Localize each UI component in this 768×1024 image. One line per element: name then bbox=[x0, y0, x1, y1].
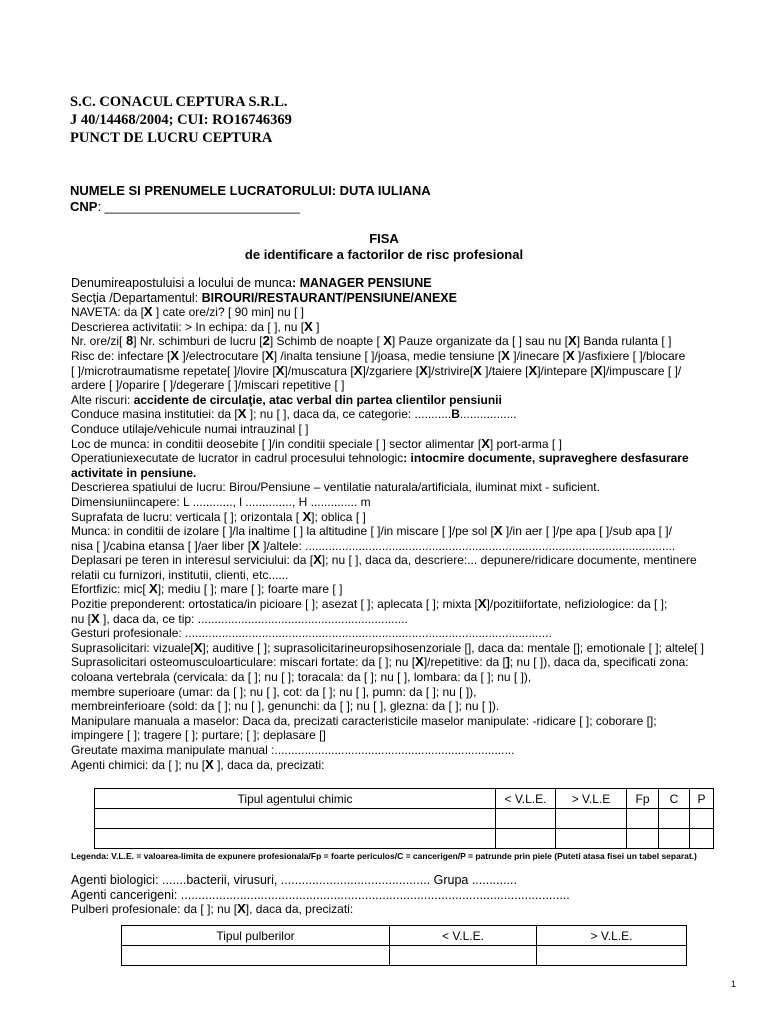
worker-cnp bbox=[70, 199, 431, 215]
text-segment: BIROURI/RESTAURANT/PENSIUNE/ANEXE bbox=[201, 290, 457, 305]
chemical-agents-table bbox=[94, 788, 714, 849]
text-segment: Nr. ore/zi[ bbox=[71, 334, 123, 349]
text-segment: ]/zgariere [ bbox=[362, 363, 420, 378]
text-segment: : MANAGER PENSIUNE bbox=[291, 276, 432, 290]
text-segment: X bbox=[91, 610, 100, 626]
form-title-line1: FISA bbox=[369, 231, 399, 246]
text-segment: X bbox=[265, 347, 274, 363]
table-cell[interactable] bbox=[95, 829, 496, 849]
table-cell[interactable] bbox=[659, 809, 690, 829]
space-line: Descrierea spatiului de lucru: Birou/Pensiune – ventilatie naturala/artificiala, iluminat mixt - suficient. bbox=[71, 480, 600, 495]
other-risks-line bbox=[71, 393, 735, 408]
gestures-line: Gesturi profesionale: .............................................................................................................. bbox=[71, 626, 552, 641]
overload-line bbox=[71, 641, 735, 656]
text-segment: Munca: in conditii de izolare [ ]/la inaltime [ ] la altitudine [ ]/in miscare [ ]/pe sol [ bbox=[71, 524, 494, 539]
text-segment: ] /inalta tensiune [ ]/joasa, medie tensiune [ bbox=[273, 348, 502, 363]
table-row bbox=[122, 946, 687, 966]
biological-agents-line: Agenti biologici: .......bacterii, virusuri, ........................................... Grupa ............. bbox=[71, 873, 517, 887]
table-cell[interactable] bbox=[496, 809, 556, 829]
text-segment: Denumireapostuluisi a locului de munca bbox=[71, 276, 292, 290]
text-segment: Agenti chimici: da [ ]; nu [ bbox=[71, 757, 206, 772]
table-header-cell: < V.L.E. bbox=[390, 926, 537, 946]
company-registration: J 40/14468/2004; CUI: RO16746369 bbox=[70, 112, 292, 128]
text-segment: Pozitie preponderent: ortostatica/in picioare [ ]; asezat [ ]; aplecata [ ]; mixta [ bbox=[71, 597, 478, 612]
work-conditions-line-1 bbox=[71, 524, 735, 539]
text-segment: X bbox=[237, 901, 246, 917]
text-segment: Loc de munca: in conditii deosebite [ ]/in conditii speciale [ ] sector alimentar [ bbox=[71, 436, 482, 451]
table-cell[interactable] bbox=[627, 829, 659, 849]
table-header-cell: < V.L.E. bbox=[496, 789, 556, 809]
text-segment: ]; nu [ ], daca da, ce categorie: ........... bbox=[246, 407, 452, 422]
form-title-line2: de identificare a factorilor de risc profesional bbox=[244, 247, 524, 262]
table-cell[interactable] bbox=[122, 946, 390, 966]
text-segment: X bbox=[302, 508, 312, 524]
text-segment: X bbox=[275, 362, 285, 378]
text-segment: X bbox=[149, 581, 158, 597]
text-segment: nu [ bbox=[71, 611, 92, 626]
text-segment: ] cate ore/zi? [ 90 min] nu [ ] bbox=[152, 305, 304, 320]
text-segment: X bbox=[473, 362, 482, 378]
table-header-cell: Tipul agentului chimic bbox=[95, 789, 496, 809]
text-segment: ] bbox=[312, 319, 320, 334]
text-segment: X bbox=[415, 654, 424, 670]
car-line bbox=[71, 407, 735, 422]
text-segment: Secţia /Departamentul: bbox=[71, 290, 202, 305]
table-row bbox=[95, 829, 714, 849]
osteo-line-2: coloana vertebrala (cervicala: da [ ]; nu [ ]; toracala: da [ ]; nu [ ], lombara: da [ ]; nu [ ]), bbox=[71, 670, 532, 685]
table-header-cell: Fp bbox=[627, 789, 659, 809]
hours-line bbox=[71, 334, 735, 349]
text-segment: ]; oblica [ ] bbox=[311, 509, 366, 524]
text-segment: X bbox=[565, 347, 575, 363]
carcinogenic-agents-line: Agenti cancerigeni: ................................................................................................................ bbox=[71, 887, 570, 902]
worker-info bbox=[70, 183, 431, 215]
chemical-agents-line bbox=[71, 758, 735, 773]
text-segment: ]/altele: ............................................................................................................... bbox=[259, 538, 676, 553]
table-header-cell: C bbox=[659, 789, 690, 809]
dust-line bbox=[71, 902, 570, 917]
table-cell[interactable] bbox=[556, 809, 627, 829]
text-segment: X bbox=[170, 347, 180, 363]
effort-line bbox=[71, 582, 735, 597]
text-segment: ] bbox=[505, 655, 510, 670]
text-segment: Deplasari pe teren in interesul serviciului: da [ bbox=[71, 553, 314, 568]
text-segment: Operatiuniexecutate de lucrator in cadrul procesului tehnologic bbox=[71, 451, 404, 466]
max-weight-line: Greutate maxima manipulate manual :........................................................................ bbox=[71, 743, 515, 757]
text-segment: ]; mediu [ ]; mare [ ]; foarte mare [ ] bbox=[157, 582, 343, 597]
form-body bbox=[71, 276, 735, 772]
machinery-line: Conduce utilaje/vehicule numai intrauzinal [ ] bbox=[71, 421, 309, 436]
text-segment: X bbox=[237, 406, 247, 422]
text-segment: ................. bbox=[459, 407, 517, 422]
text-segment: Descrierea activitatii: > In echipa: da [ ], nu [ bbox=[71, 319, 305, 334]
text-segment: 2 bbox=[262, 333, 270, 349]
text-segment: Suprafata de lucru: verticala [ ]; orizontala [ bbox=[71, 509, 303, 524]
text-segment: X bbox=[481, 435, 490, 451]
workplace-line bbox=[71, 437, 735, 452]
text-segment: X bbox=[383, 333, 392, 349]
text-segment: ], daca da, ce tip: ............................................................... bbox=[99, 611, 408, 626]
text-segment: ]/inecare [ bbox=[509, 348, 566, 363]
text-segment: X bbox=[143, 304, 153, 320]
text-segment: ]/in aer [ ]/pe apa [ ]/sub apa [ ]/ bbox=[502, 524, 672, 539]
worker-name: NUMELE SI PRENUMELE LUCRATORULUI: DUTA IULIANA bbox=[70, 183, 431, 198]
osteo-line-3: membre superioare (umar: da [ ]; nu [ ], cot: da [ ]; nu [ ], pumn: da [ ]; nu [ ]), bbox=[71, 684, 477, 699]
table-cell[interactable] bbox=[690, 829, 714, 849]
dimensions-line: Dimensiuniincapere: L ............, l .............., H .............. m bbox=[71, 494, 371, 509]
table-cell[interactable] bbox=[556, 829, 627, 849]
table-header-row bbox=[95, 789, 714, 809]
table-header-cell: > V.L.E. bbox=[537, 926, 687, 946]
text-segment: X bbox=[304, 318, 313, 334]
company-header bbox=[70, 93, 292, 147]
risk-line-2 bbox=[71, 364, 735, 379]
naveta-line bbox=[71, 305, 735, 320]
text-segment: X bbox=[493, 523, 503, 539]
text-segment: Alte riscuri: bbox=[71, 392, 134, 407]
job-title-line bbox=[71, 276, 735, 291]
text-segment: ]/asfixiere [ ]/blocare bbox=[574, 348, 686, 363]
text-segment: accidente de circulaţie, atac verbal din partea clientilor pensiunii bbox=[133, 392, 502, 407]
text-segment: ] Banda rulanta [ ] bbox=[576, 334, 672, 349]
dust-table bbox=[121, 925, 687, 966]
form-title bbox=[0, 231, 768, 263]
position-line-1 bbox=[71, 597, 735, 612]
table-legend: Legenda: V.L.E. = valoarea-limita de expunere profesionala/Fp = foarte periculos/C = cancerigen/P = patrunde prin piele (Puteti atasa fisei un tabel separat.) bbox=[71, 851, 697, 861]
text-segment: 8 bbox=[122, 333, 134, 349]
text-segment: ]/electrocutare [ bbox=[179, 348, 266, 363]
text-segment: ]; nu [ ], daca da, descriere:... depunere/ridicare documente, mentinere bbox=[321, 553, 697, 568]
text-segment: B bbox=[451, 407, 460, 422]
activity-line bbox=[71, 320, 735, 335]
text-segment: ]/muscatura [ bbox=[284, 363, 354, 378]
text-segment: Suprasolicitari: vizuale[ bbox=[71, 640, 194, 655]
text-segment: ] Nr. schimburi de lucru [ bbox=[133, 334, 263, 349]
text-segment: ]/repetitive: da [ bbox=[423, 655, 506, 670]
osteo-line-1 bbox=[71, 655, 735, 670]
text-segment: ]/intepare [ bbox=[537, 363, 594, 378]
table-cell[interactable] bbox=[659, 829, 690, 849]
text-segment: X bbox=[419, 362, 428, 378]
position-line-2 bbox=[71, 612, 735, 627]
table-header-cell: > V.L.E bbox=[556, 789, 627, 809]
table-header-cell: P bbox=[690, 789, 714, 809]
table-header-row bbox=[122, 926, 687, 946]
manual-handling-line-1: Manipulare manuala a maselor: Daca da, precizati caracteristicile maselor manipulate: -ridicare [ ]; coborare []; bbox=[71, 713, 657, 728]
text-segment: X bbox=[353, 362, 363, 378]
text-segment: X bbox=[528, 362, 538, 378]
table-cell[interactable] bbox=[496, 829, 556, 849]
text-segment: X bbox=[501, 347, 510, 363]
table-row bbox=[95, 809, 714, 829]
text-segment: NAVETA: da [ bbox=[71, 305, 144, 320]
text-segment: X bbox=[568, 333, 577, 349]
table-cell[interactable] bbox=[690, 809, 714, 829]
company-name: S.C. CONACUL CEPTURA S.R.L. bbox=[70, 94, 288, 110]
text-segment: ], daca da, precizati: bbox=[245, 902, 354, 917]
text-segment: Efortfizic: mic[ bbox=[71, 582, 150, 597]
text-segment: X bbox=[477, 596, 487, 612]
text-segment: Risc de: infectare [ bbox=[71, 348, 171, 363]
text-segment: [ ]/microtraumatisme repetate[ ]/lovire [ bbox=[71, 363, 276, 378]
osteo-line-4: membreinferioare (sold: da [ ]; nu [ ], genunchi: da [ ]; nu [ ], glezna: da [ ]; nu [ ]). bbox=[71, 699, 500, 714]
text-segment: : ___________________________ bbox=[97, 199, 300, 214]
text-segment: X bbox=[205, 756, 214, 772]
text-segment: X bbox=[193, 639, 203, 655]
text-segment: ], daca da, precizati: bbox=[213, 757, 325, 772]
work-point: PUNCT DE LUCRU CEPTURA bbox=[70, 130, 273, 146]
department-line bbox=[71, 291, 735, 306]
text-segment: ]/taiere [ bbox=[481, 363, 529, 378]
text-segment: ; nu [ ]), daca da, specificati zona: bbox=[509, 655, 689, 670]
text-segment: X bbox=[593, 362, 603, 378]
travel-line-2: relatii cu furnizori, institutii, clienti, etc...... bbox=[71, 567, 289, 582]
travel-line-1 bbox=[71, 553, 735, 568]
text-segment: ]; auditive [ ]; suprasolicitarineuropsihosenzoriale [], daca da: mentale []; emotionale [ ]; altele[ ] bbox=[202, 640, 704, 655]
text-segment: X bbox=[313, 552, 322, 568]
text-segment: Pulberi profesionale: da [ ]; nu [ bbox=[71, 902, 238, 917]
agents-section bbox=[71, 873, 570, 917]
text-segment: ] Schimb de noapte [ bbox=[269, 334, 384, 349]
table-cell[interactable] bbox=[537, 946, 687, 966]
risk-line-3: ardere [ ]/oparire [ ]/degerare [ ]/miscari repetitive [ ] bbox=[71, 378, 345, 393]
operations-line-1 bbox=[71, 451, 735, 466]
text-segment: ] port-arma [ ] bbox=[489, 436, 562, 451]
text-segment: ]/impuscare [ ]/ bbox=[602, 363, 682, 378]
text-segment: : intocmire documente, supraveghere desfasurare bbox=[403, 451, 689, 466]
operations-line-2: activitate in pensiune. bbox=[71, 465, 197, 480]
table-cell[interactable] bbox=[390, 946, 537, 966]
text-segment: nisa [ ]/cabina etansa [ ]/aer liber [ bbox=[71, 538, 252, 553]
risk-line-1 bbox=[71, 349, 735, 364]
text-segment: Suprasolicitari osteomusculoarticulare: miscari fortate: da [ ]; nu [ bbox=[71, 655, 416, 670]
manual-handling-line-2: impingere [ ]; tragere [ ]; purtare; [ ]; deplasare [] bbox=[71, 728, 326, 743]
text-segment: Conduce masina institutiei: da [ bbox=[71, 407, 238, 422]
text-segment: ] Pauze organizate da [ ] sau nu [ bbox=[391, 334, 569, 349]
page-number: 1 bbox=[731, 979, 737, 989]
text-segment: X bbox=[251, 537, 260, 553]
text-segment: ]/strivire[ bbox=[427, 363, 474, 378]
table-header-cell: Tipul pulberilor bbox=[122, 926, 390, 946]
table-cell[interactable] bbox=[95, 809, 496, 829]
text-segment: CNP bbox=[70, 199, 98, 214]
surface-line bbox=[71, 510, 735, 525]
text-segment: ]/pozitiifortate, nefiziologice: da [ ]; bbox=[486, 597, 668, 612]
table-cell[interactable] bbox=[627, 809, 659, 829]
work-conditions-line-2 bbox=[71, 539, 735, 554]
